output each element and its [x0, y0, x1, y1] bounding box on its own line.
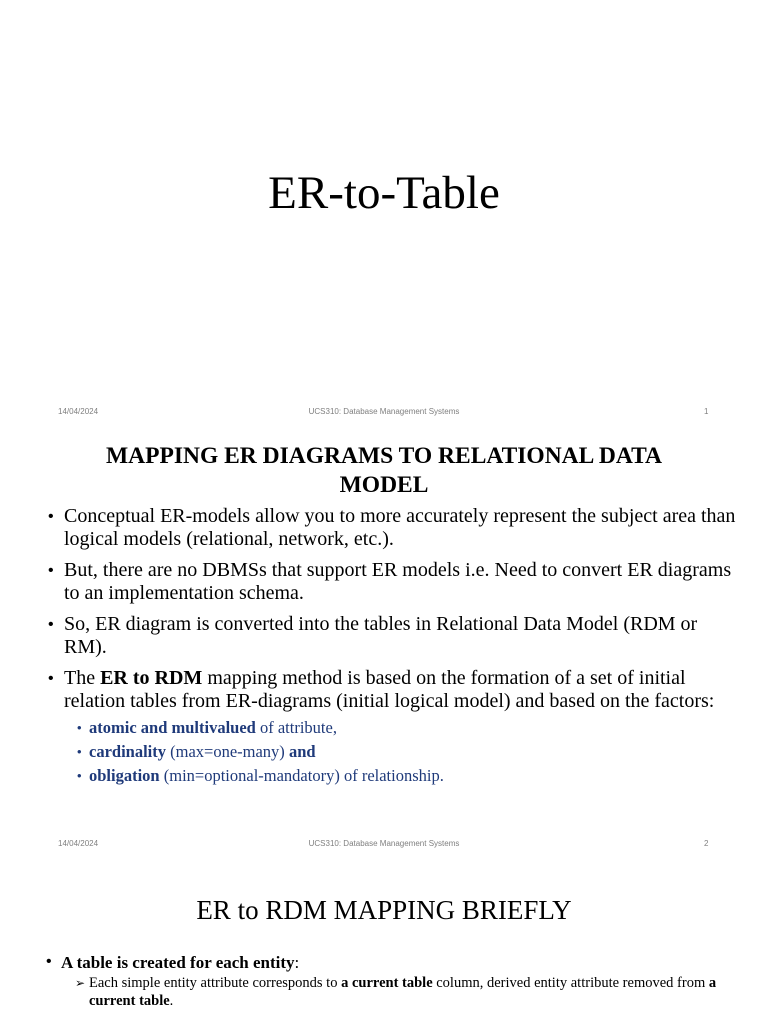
slide-title: ER-to-Table — [268, 167, 500, 219]
slide-2 — [0, 432, 768, 864]
bullet-text: Conceptual ER-models allow you to more accurately represent the subject area than logical models (relational, network, etc.). — [64, 505, 736, 550]
arrow-text: Each simple entity attribute corresponds to — [89, 975, 342, 991]
footer-date: 14/04/2024 — [58, 407, 99, 416]
arrow-text: column, derived entity attribute removed from — [432, 975, 709, 991]
sub-bold: obligation — [89, 766, 160, 785]
arrow-bold: a current table — [89, 975, 717, 1009]
bullet-text-bold: ER to RDM — [100, 667, 203, 689]
bullet-item — [48, 667, 738, 788]
arrow-bullet-icon: ➢ — [75, 976, 86, 990]
sub-text: (max=one-many) — [166, 742, 289, 761]
sub-bullet-icon: • — [77, 768, 82, 783]
slide-heading — [40, 442, 728, 500]
sub-bullet-item — [77, 764, 738, 788]
bullet-item — [48, 559, 738, 605]
bullet-text: But, there are no DBMSs that support ER models i.e. Need to convert ER diagrams to an implementation schema. — [64, 559, 732, 604]
heading-line-2: MODEL — [339, 472, 429, 498]
bullet-list — [48, 505, 738, 796]
sub-bold: atomic and multivalued — [89, 718, 256, 737]
footer-slide-number: 2 — [704, 839, 709, 848]
bullet-item — [48, 613, 738, 659]
bullet-icon: • — [48, 616, 54, 633]
bullet-item — [48, 505, 738, 551]
bullet-text-bold: A table is created for each entity — [61, 953, 295, 972]
footer-course: UCS310: Database Management Systems — [308, 839, 460, 848]
sub-bullet-icon: • — [77, 720, 82, 735]
footer-course: UCS310: Database Management Systems — [308, 407, 460, 416]
heading-line-1: MAPPING ER DIAGRAMS TO RELATIONAL DATA — [105, 443, 662, 469]
slide-3 — [0, 864, 768, 1024]
bullet-text: : — [294, 953, 300, 972]
bullet-icon: • — [48, 562, 54, 579]
footer-date: 14/04/2024 — [58, 839, 99, 848]
sub-text: of attribute, — [255, 718, 337, 737]
sub-bullet-list — [64, 716, 738, 788]
bullet-icon: • — [48, 670, 54, 687]
arrow-list — [61, 974, 736, 1010]
bullet-icon: • — [46, 953, 52, 970]
footer-slide-number: 1 — [704, 407, 709, 416]
bullet-icon: • — [48, 508, 54, 525]
bullet-text-post: mapping method is based on the formation of a set of initial relation tables from ER-diagrams (initial logical model) and based on the factors: — [64, 667, 715, 712]
arrow-item — [75, 974, 736, 1010]
sub-bullet-icon: • — [77, 744, 82, 759]
bullet-item — [46, 952, 736, 1010]
slide-1 — [0, 0, 768, 432]
sub-bold-2: and — [288, 742, 316, 761]
slide-footer — [0, 407, 768, 419]
bullet-text: So, ER diagram is converted into the tables in Relational Data Model (RDM or RM). — [64, 613, 698, 658]
sub-bold: cardinality — [89, 742, 166, 761]
slide-footer — [0, 839, 768, 851]
sub-text: (min=optional-mandatory) of relationship. — [159, 766, 444, 785]
sub-bullet-item — [77, 740, 738, 764]
sub-bullet-item — [77, 716, 738, 740]
bullet-text-pre: The — [64, 667, 101, 689]
arrow-bold: a current table — [341, 975, 433, 991]
arrow-text: . — [169, 993, 174, 1009]
slide-heading: ER to RDM MAPPING BRIEFLY — [196, 895, 572, 925]
bullet-list — [46, 952, 736, 1010]
